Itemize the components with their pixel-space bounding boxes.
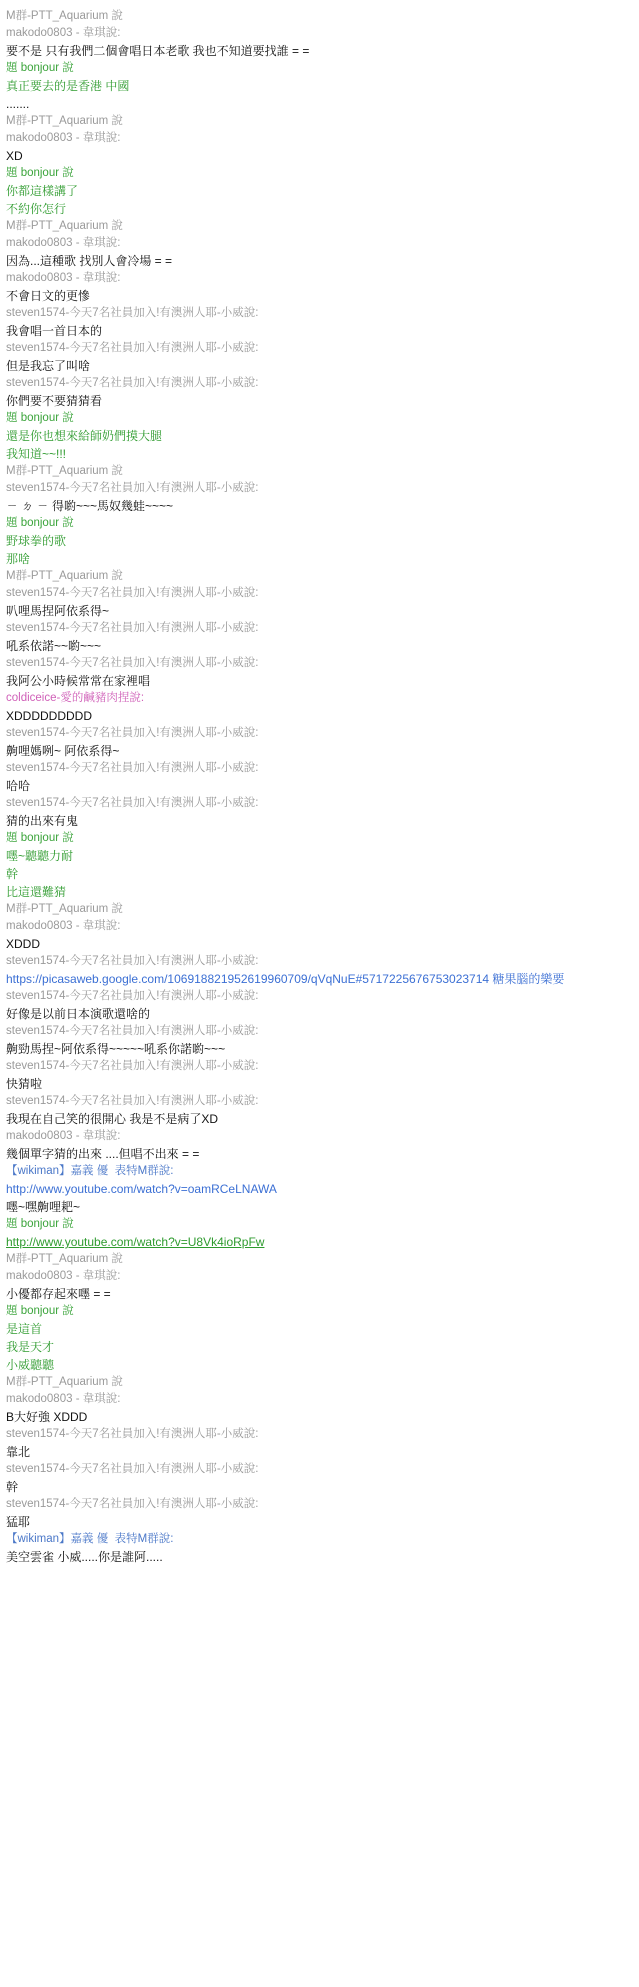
chat-message-text: 要不是 只有我們二個會唱日本老歌 我也不知道要找誰 = = (6, 44, 310, 58)
chat-sender-label: makodo0803 - 韋琪說: (6, 237, 121, 249)
chat-sender-label: steven1574-今天7名社員加入!有澳洲人耶-小威說: (6, 587, 259, 599)
chat-message-text: 我現在自己笑的很開心 我是不是病了XD (6, 1112, 219, 1126)
chat-message-text: 嚜~嘿齁哩耙~ (6, 1200, 81, 1214)
chat-message-text: 猛耶 (6, 1515, 31, 1529)
chat-sender-label: steven1574-今天7名社員加入!有澳洲人耶-小威說: (6, 307, 259, 319)
chat-sender-label: 【wikiman】嘉義 優 表特M群說: (6, 1533, 174, 1545)
chat-sender-label: steven1574-今天7名社員加入!有澳洲人耶-小威說: (6, 1025, 259, 1037)
chat-sender-label: steven1574-今天7名社員加入!有澳洲人耶-小威說: (6, 1498, 259, 1510)
chat-message-text: 但是我忘了叫啥 (6, 359, 91, 373)
chat-sender-label: steven1574-今天7名社員加入!有澳洲人耶-小威說: (6, 727, 259, 739)
chat-message-text: 你們要不要猜猜看 (6, 394, 103, 408)
chat-sender-label: 題 bonjour 說 (6, 1305, 74, 1317)
chat-message-text: 齁哩媽咧~ 阿依系得~ (6, 744, 120, 758)
chat-message-text: 幹 (6, 1480, 19, 1494)
chat-sender-label: M群-PTT_Aquarium 說 (6, 903, 123, 915)
chat-message-text: 小威聽聽 (6, 1358, 55, 1372)
chat-sender-label: makodo0803 - 韋琪說: (6, 1130, 121, 1142)
chat-message-text: XDDD (6, 937, 41, 951)
chat-sender-label: steven1574-今天7名社員加入!有澳洲人耶-小威說: (6, 797, 259, 809)
chat-message-text: 是這首 (6, 1322, 43, 1336)
chat-sender-label: makodo0803 - 韋琪說: (6, 27, 121, 39)
chat-sender-label: M群-PTT_Aquarium 說 (6, 10, 123, 22)
chat-message-link[interactable]: http://www.youtube.com/watch?v=oamRCeLNAWA (6, 1182, 277, 1196)
chat-message-text: 好像是以前日本演歌還啥的 (6, 1007, 151, 1021)
chat-sender-label: M群-PTT_Aquarium 說 (6, 465, 123, 477)
chat-sender-label: steven1574-今天7名社員加入!有澳洲人耶-小威說: (6, 1060, 259, 1072)
chat-message-text: XD (6, 149, 23, 163)
chat-sender-label: steven1574-今天7名社員加入!有澳洲人耶-小威說: (6, 1463, 259, 1475)
chat-sender-label: steven1574-今天7名社員加入!有澳洲人耶-小威說: (6, 1428, 259, 1440)
chat-sender-label: M群-PTT_Aquarium 說 (6, 220, 123, 232)
chat-sender-label: 題 bonjour 說 (6, 62, 74, 74)
chat-message-text: ㄧ ㄉ ㄧ 得喲~~~馬奴幾蛙~~~~ (6, 499, 174, 513)
chat-message-text: 嚜~聽聽力耐 (6, 849, 74, 863)
chat-message-text: 小優都存起來嚜 = = (6, 1287, 111, 1301)
chat-sender-label: steven1574-今天7名社員加入!有澳洲人耶-小威說: (6, 342, 259, 354)
chat-message-text: 那啥 (6, 552, 31, 566)
chat-message-text: 不會日文的更慘 (6, 289, 91, 303)
chat-message-text: 我阿公小時候常常在家裡唱 (6, 674, 151, 688)
chat-message-text: 野球拳的歌 (6, 534, 67, 548)
chat-message-text: 猜的出來有鬼 (6, 814, 79, 828)
chat-sender-label: steven1574-今天7名社員加入!有澳洲人耶-小威說: (6, 657, 259, 669)
chat-message-text: 我會唱一首日本的 (6, 324, 103, 338)
chat-sender-label: steven1574-今天7名社員加入!有澳洲人耶-小威說: (6, 482, 259, 494)
chat-sender-label: makodo0803 - 韋琪說: (6, 1270, 121, 1282)
chat-message-text: 吼系依諾~~喲~~~ (6, 639, 102, 653)
chat-sender-label: steven1574-今天7名社員加入!有澳洲人耶-小威說: (6, 1095, 259, 1107)
chat-message-text: 叭哩馬捏阿依系得~ (6, 604, 110, 618)
chat-sender-label: steven1574-今天7名社員加入!有澳洲人耶-小威說: (6, 377, 259, 389)
chat-message-text: 齁勁馬捏~阿依系得~~~~~吼系你諾喲~~~ (6, 1042, 226, 1056)
chat-message-text: 因為...這種歌 找別人會冷場 = = (6, 254, 173, 268)
chat-message-text: 真正要去的是香港 中國 (6, 79, 130, 93)
chat-sender-label: 題 bonjour 說 (6, 412, 74, 424)
chat-sender-label: 題 bonjour 說 (6, 167, 74, 179)
chat-message-link[interactable]: http://www.youtube.com/watch?v=U8Vk4ioRpFw (6, 1235, 265, 1249)
chat-message-text: 比這還難猜 (6, 885, 67, 899)
chat-message-text: 還是你也想來給師奶們摸大腿 (6, 429, 163, 443)
chat-message-text: 快猜啦 (6, 1077, 43, 1091)
chat-sender-label: coldiceice-愛的鹹豬肉捏說: (6, 692, 145, 704)
chat-message-link[interactable]: https://picasaweb.google.com/106918821952619960709/qVqNuE#5717225676753023714 糖果腦的樂要 (6, 972, 565, 986)
chat-message-text: 我是天才 (6, 1340, 55, 1354)
chat-sender-label: makodo0803 - 韋琪說: (6, 1393, 121, 1405)
chat-sender-label: steven1574-今天7名社員加入!有澳洲人耶-小威說: (6, 762, 259, 774)
chat-sender-label: M群-PTT_Aquarium 說 (6, 1253, 123, 1265)
chat-sender-label: makodo0803 - 韋琪說: (6, 132, 121, 144)
chat-message-text: 你都這樣講了 (6, 184, 79, 198)
chat-message-text: 哈哈 (6, 779, 31, 793)
chat-sender-label: 題 bonjour 說 (6, 517, 74, 529)
chat-sender-label: steven1574-今天7名社員加入!有澳洲人耶-小威說: (6, 955, 259, 967)
chat-sender-label: 題 bonjour 說 (6, 832, 74, 844)
chat-sender-label: makodo0803 - 韋琪說: (6, 272, 121, 284)
chat-sender-label: steven1574-今天7名社員加入!有澳洲人耶-小威說: (6, 990, 259, 1002)
chat-message-text: XDDDDDDDDD (6, 709, 92, 723)
chat-sender-label: 題 bonjour 說 (6, 1218, 74, 1230)
chat-sender-label: M群-PTT_Aquarium 說 (6, 115, 123, 127)
chat-message-text: B大好強 XDDD (6, 1410, 88, 1424)
chat-sender-label: makodo0803 - 韋琪說: (6, 920, 121, 932)
chat-message-text: 幾個單字猜的出來 ....但唱不出來 = = (6, 1147, 200, 1161)
chat-sender-label: 【wikiman】嘉義 優 表特M群說: (6, 1165, 174, 1177)
chat-sender-label: M群-PTT_Aquarium 說 (6, 1376, 123, 1388)
chat-sender-label: M群-PTT_Aquarium 說 (6, 570, 123, 582)
chat-sender-label: steven1574-今天7名社員加入!有澳洲人耶-小威說: (6, 622, 259, 634)
chat-message-text: 幹 (6, 867, 19, 881)
chat-message-text: 靠北 (6, 1445, 31, 1459)
chat-message-text: 美空雲雀 小威.....你是誰阿..... (6, 1550, 163, 1564)
chat-message-text: 我知道~~!!! (6, 447, 67, 461)
chat-message-text: ....... (6, 97, 30, 111)
chat-message-text: 不約你怎行 (6, 202, 67, 216)
